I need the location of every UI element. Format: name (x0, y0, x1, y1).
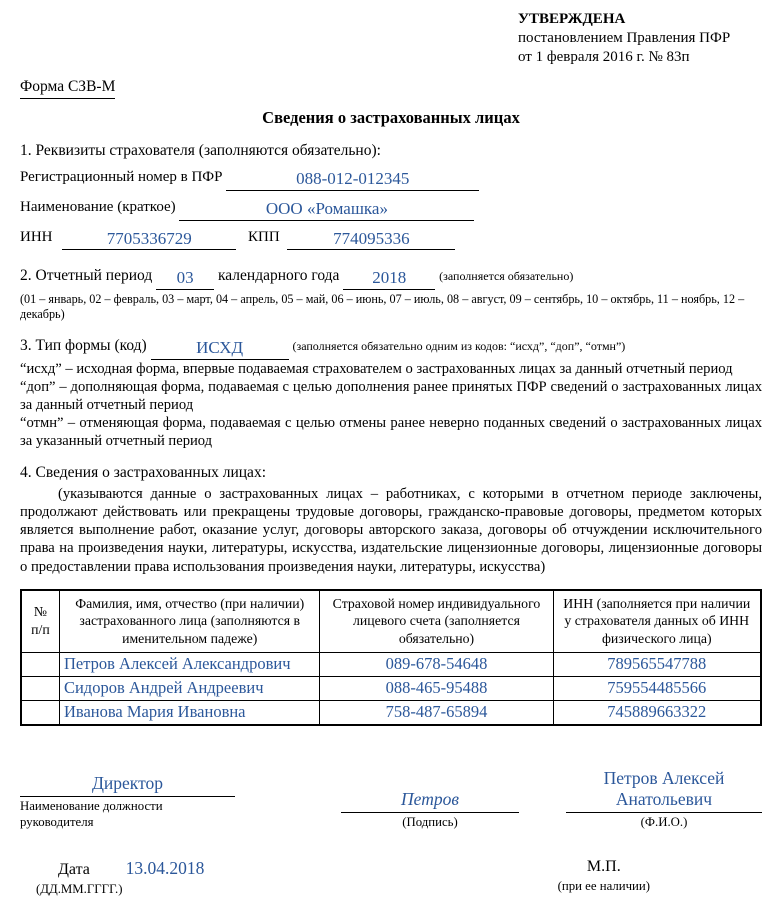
inn-cell[interactable]: 759554485566 (553, 676, 761, 700)
date-field[interactable]: 13.04.2018 (125, 857, 205, 878)
calendar-year-label: календарного года (217, 267, 340, 285)
approval-line-1: УТВЕРЖДЕНА (518, 11, 626, 27)
fio-field[interactable]: Петров Алексей Анатольевич (566, 768, 762, 813)
form-type-label: 3. Тип формы (код) (20, 336, 147, 354)
date-format-caption: (ДД.ММ.ГГГГ.) (36, 882, 123, 897)
snils-cell[interactable]: 758-487-65894 (320, 700, 553, 725)
section4-description: (указываются данные о застрахованных лицах – работниках, с которыми в отчетном периоде заключены, продолжают действовать или прекращены трудовые договоры, гражданско-правовые договоры, предметом которых является выполнение работ, оказание услуг, договоры авторского заказа, договоры об отчуждении исключительного права на произведения науки, литературы, искусства, издательские лицензионные договоры, лицензионные договоры о предоставлении права использования произведения науки, литературы, искусства) (20, 486, 762, 575)
table-row (21, 676, 761, 700)
form-type-field[interactable]: ИСХД (151, 339, 289, 360)
stamp-note: (при ее наличии) (557, 879, 650, 894)
insured-name-cell[interactable]: Иванова Мария Ивановна (59, 700, 319, 725)
snils-cell[interactable]: 089-678-54648 (320, 652, 553, 676)
row-number-cell[interactable] (21, 700, 59, 725)
row-number-cell[interactable] (21, 652, 59, 676)
approval-block (518, 10, 762, 67)
date-label: Дата (58, 860, 90, 878)
stamp-label: М.П. (586, 857, 621, 875)
signature-column (341, 789, 519, 831)
months-legend: (01 – январь, 02 – февраль, 03 – март, 04 – апрель, 05 – май, 06 – июнь, 07 – июль, 08 – август, 09 – сентябрь, 10 – октябрь, 11 – ноябрь, 12 – декабрь) (20, 292, 745, 322)
form-type-desc-dop: “доп” – дополняющая форма, подаваемая с целью дополнения ранее принятых ПФР сведений о застрахованных лицах за данный отчетный период (20, 378, 762, 413)
approval-line-3: от 1 февраля 2016 г. № 83п (518, 49, 690, 66)
col-header-snils: Страховой номер индивидуального лицевого счета (заполняется обязательно) (320, 590, 553, 652)
date-block (36, 857, 204, 898)
table-row (21, 652, 761, 676)
insured-name-cell[interactable]: Петров Алексей Александрович (59, 652, 319, 676)
reporting-period-field[interactable]: 03 (156, 269, 214, 290)
form-code-label: Форма СЗВ-М (20, 77, 115, 99)
page-title: Сведения о застрахованных лицах (262, 108, 520, 128)
fio-column (566, 768, 762, 831)
inn-cell[interactable]: 789565547788 (553, 652, 761, 676)
insured-persons-table (20, 589, 762, 726)
table-row (21, 700, 761, 725)
insured-name-cell[interactable]: Сидоров Андрей Андреевич (59, 676, 319, 700)
period-required-note: (заполняется обязательно) (439, 269, 574, 284)
org-name-field[interactable]: ООО «Ромашка» (179, 200, 474, 221)
col-header-number: № п/п (21, 590, 59, 652)
approval-line-2: постановлением Правления ПФР (518, 30, 731, 47)
position-caption: Наименование должности руководителя (20, 798, 163, 829)
signature-block (20, 768, 762, 831)
reporting-period-label: 2. Отчетный период (20, 267, 153, 285)
row-number-cell[interactable] (21, 676, 59, 700)
form-type-note: (заполняется обязательно одним из кодов: “исхд”, “доп”, “отмн”) (292, 338, 626, 353)
reg-number-field[interactable]: 088-012-012345 (226, 170, 479, 191)
table-header-row (21, 590, 761, 652)
form-type-desc-iskhd: “исхд” – исходная форма, впервые подаваемая страхователем о застрахованных лицах за данный отчетный период (20, 360, 733, 377)
calendar-year-field[interactable]: 2018 (343, 269, 435, 290)
signature-caption: (Подпись) (402, 814, 458, 829)
position-signature-column (20, 773, 235, 831)
section4-heading: 4. Сведения о застрахованных лицах: (20, 464, 266, 482)
inn-cell[interactable]: 745889663322 (553, 700, 761, 725)
inn-label: ИНН (20, 228, 53, 245)
kpp-label: КПП (248, 228, 280, 245)
section1-heading: 1. Реквизиты страхователя (заполняются обязательно): (20, 141, 381, 159)
date-stamp-row (20, 857, 762, 898)
fio-caption: (Ф.И.О.) (640, 814, 688, 829)
col-header-inn: ИНН (заполняется при наличии у страхователя данных об ИНН физического лица) (553, 590, 761, 652)
form-type-desc-otmn: “отмн” – отменяющая форма, подаваемая с целью отмены ранее неверно поданных сведений о застрахованных лицах за указанный отчетный период (20, 414, 762, 449)
snils-cell[interactable]: 088-465-95488 (320, 676, 553, 700)
position-field[interactable]: Директор (20, 773, 235, 797)
reg-number-label: Регистрационный номер в ПФР (20, 168, 223, 185)
org-name-label: Наименование (краткое) (20, 198, 176, 215)
col-header-name: Фамилия, имя, отчество (при наличии) застрахованного лица (заполняются в именительном падеже) (59, 590, 319, 652)
inn-field[interactable]: 7705336729 (62, 230, 236, 251)
stamp-block (558, 857, 650, 898)
signature-field[interactable]: Петров (341, 789, 519, 813)
kpp-field[interactable]: 774095336 (287, 230, 455, 251)
